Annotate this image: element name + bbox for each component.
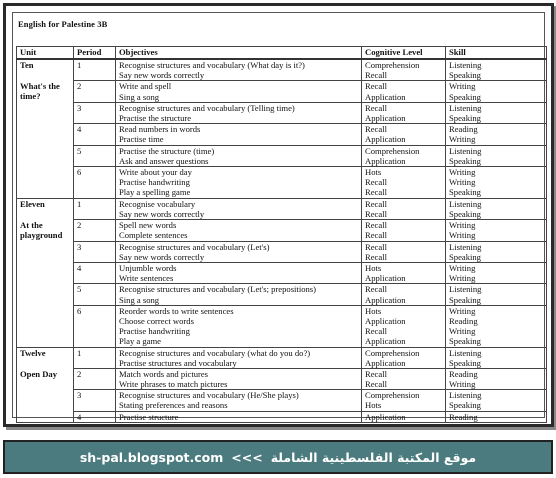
cognitive-level-cell [362,241,446,262]
objective-cell [116,347,362,368]
skill-cell [446,102,547,123]
banner-site-url[interactable]: sh-pal.blogspot.com [79,449,224,465]
table-row [17,411,547,422]
table-row [17,124,547,145]
unit-subtitle-line: time? [20,91,41,102]
skill-line: Speaking [449,294,481,305]
cognitive-level-line: Recall [365,379,387,390]
period-number: 3 [74,241,116,262]
table-body [17,59,547,422]
table-row [17,81,547,102]
table-row [17,347,547,368]
period-number: 6 [74,166,116,198]
skill-line: Reading [449,368,478,379]
skill-cell [446,284,547,305]
header-objectives: Objectives [116,47,362,60]
objective-line: Recognise structures and vocabulary (what do you do?) [119,347,311,358]
skill-line: Writing [449,326,476,337]
skill-cell [446,124,547,145]
cognitive-level-line: Hots [365,400,382,411]
skill-cell [446,390,547,411]
objective-line: Complete sentences [119,230,188,241]
cognitive-level-cell [362,263,446,284]
cognitive-level-cell [362,411,446,422]
header-unit: Unit [17,47,74,60]
period-number: 6 [74,305,116,347]
unit-subtitle-line: playground [20,230,63,241]
cognitive-level-line: Application [365,357,406,368]
objective-cell [116,305,362,347]
objective-line: Stating preferences and reasons [119,400,228,411]
skill-line: Speaking [449,91,481,102]
skill-line: Writing [449,220,476,231]
cognitive-level-line: Comprehension [365,347,420,358]
skill-cell [446,263,547,284]
objective-line: Spell new words [119,220,177,231]
skill-cell [446,166,547,198]
objective-line: Write sentences [119,273,174,284]
cognitive-level-cell [362,81,446,102]
objective-line: Sing a song [119,91,160,102]
cognitive-level-line: Recall [365,326,387,337]
document-title: English for Palestine 3B [18,19,108,29]
table-row [17,102,547,123]
cognitive-level-line: Recall [365,177,387,188]
table-row [17,305,547,347]
cognitive-level-line: Recall [365,251,387,262]
period-number: 4 [74,124,116,145]
objective-cell [116,411,362,422]
objective-line: Reorder words to write sentences [119,305,234,316]
cognitive-level-line: Application [365,411,406,422]
skill-line: Writing [449,273,476,284]
table-header-row [17,47,547,60]
objective-line: Unjumble words [119,263,177,273]
cognitive-level-cell [362,368,446,389]
cognitive-level-line: Recall [365,198,387,209]
objective-line: Practise the structure [119,112,192,123]
cognitive-level-line: Application [365,294,406,305]
objective-line: Write about your day [119,166,192,177]
table-row [17,59,547,81]
cognitive-level-line: Hots [365,166,382,177]
skill-line: Speaking [449,187,481,198]
unit-subtitle-line: At the [20,220,43,231]
skill-line: Writing [449,81,476,92]
unit-cell [17,198,74,347]
cognitive-level-line: Recall [365,230,387,241]
objective-cell [116,284,362,305]
cognitive-level-line: Hots [365,263,382,273]
table-row [17,166,547,198]
table-row [17,284,547,305]
skill-cell [446,220,547,241]
cognitive-level-line: Comprehension [365,145,420,156]
objective-line: Practise the structure (time) [119,145,215,156]
skill-line: Speaking [449,209,481,220]
cognitive-level-line: Application [365,315,406,326]
objective-cell [116,124,362,145]
objective-line: Recognise structures and vocabulary (Let's) [119,241,270,252]
header-cognitive-level: Cognitive Level [362,47,446,60]
period-number: 2 [74,220,116,241]
skill-line: Writing [449,166,476,177]
skill-line: Speaking [449,357,481,368]
cognitive-level-line: Recall [365,284,387,295]
objective-line: Recognise structures and vocabulary (He/She plays) [119,390,299,401]
cognitive-level-line: Recall [365,187,387,198]
cognitive-level-cell [362,124,446,145]
objective-line: Sing a song [119,294,160,305]
objective-line: Recognise structures and vocabulary (Let's; prepositions) [119,284,317,295]
syllabus-table [16,46,547,423]
skill-line: Writing [449,134,476,145]
skill-line: Writing [449,305,476,316]
period-number: 3 [74,390,116,411]
cognitive-level-line: Comprehension [365,60,420,70]
skill-line: Listening [449,102,482,113]
cognitive-level-line: Recall [365,102,387,113]
unit-subtitle-line: Open Day [20,368,58,379]
unit-name: Twelve [20,347,46,358]
cognitive-level-line: Application [365,155,406,166]
objective-line: Recognise structures and vocabulary (What day is it?) [119,60,305,70]
skill-line: Listening [449,390,482,401]
skill-line: Writing [449,263,476,273]
objective-line: Play a game [119,336,161,347]
unit-subtitle-line: What's the [20,81,60,92]
cognitive-level-cell [362,305,446,347]
skill-line: Writing [449,379,476,390]
objective-line: Practise handwriting [119,177,190,188]
cognitive-level-cell [362,145,446,166]
objective-line: Play a spelling game [119,187,191,198]
table-row [17,145,547,166]
banner-arabic-title: موقع المكتبة الفلسطينية الشاملة [270,449,477,465]
skill-line: Writing [449,177,476,188]
objective-line: Say new words correctly [119,70,205,81]
site-banner [3,440,553,474]
period-number: 5 [74,145,116,166]
unit-name: Ten [20,60,34,70]
objective-line: Choose correct words [119,315,194,326]
skill-line: Listening [449,241,482,252]
cognitive-level-line: Hots [365,305,382,316]
period-number: 1 [74,198,116,219]
objective-cell [116,81,362,102]
skill-line: Listening [449,284,482,295]
cognitive-level-cell [362,166,446,198]
period-number: 4 [74,411,116,422]
objective-line: Practise handwriting [119,326,190,337]
cognitive-level-line: Application [365,91,406,102]
objective-line: Practise structures and vocabulary [119,357,237,368]
skill-line: Listening [449,60,482,70]
objective-cell [116,145,362,166]
objective-cell [116,263,362,284]
cognitive-level-cell [362,198,446,219]
skill-line: Speaking [449,155,481,166]
objective-cell [116,166,362,198]
cognitive-level-line: Recall [365,368,387,379]
objective-cell [116,220,362,241]
table-row [17,390,547,411]
skill-cell [446,368,547,389]
cognitive-level-cell [362,59,446,81]
period-number: 4 [74,263,116,284]
objective-cell [116,241,362,262]
skill-line: Speaking [449,112,481,123]
cognitive-level-line: Recall [365,220,387,231]
table-row [17,220,547,241]
cognitive-level-cell [362,220,446,241]
skill-line: Speaking [449,251,481,262]
skill-cell [446,241,547,262]
cognitive-level-line: Comprehension [365,390,420,401]
header-period: Period [74,47,116,60]
skill-line: Reading [449,315,478,326]
objective-line: Say new words correctly [119,251,205,262]
objective-cell [116,368,362,389]
skill-line: Listening [449,145,482,156]
period-number: 5 [74,284,116,305]
skill-cell [446,305,547,347]
period-number: 1 [74,59,116,81]
cognitive-level-cell [362,284,446,305]
cognitive-level-line: Recall [365,209,387,220]
document-frame [3,3,554,427]
skill-line: Reading [449,124,478,135]
cognitive-level-cell [362,102,446,123]
skill-line: Speaking [449,336,481,347]
objective-line: Ask and answer questions [119,155,209,166]
objective-cell [116,59,362,81]
cognitive-level-line: Application [365,273,406,284]
objective-line: Say new words correctly [119,209,205,220]
objective-line: Match words and pictures [119,368,209,379]
cognitive-level-line: Application [365,112,406,123]
period-number: 1 [74,347,116,368]
objective-line: Recognise structures and vocabulary (Telling time) [119,102,295,113]
objective-cell [116,390,362,411]
objective-line: Recognise vocabulary [119,198,196,209]
objective-line: Write phrases to match pictures [119,379,228,390]
objective-line: Read numbers in words [119,124,201,135]
table-row [17,368,547,389]
cognitive-level-line: Application [365,336,406,347]
banner-arrows: <<< [231,449,263,465]
table-row [17,241,547,262]
objective-cell [116,102,362,123]
skill-cell [446,411,547,422]
cognitive-level-line: Application [365,134,406,145]
skill-line: Listening [449,347,482,358]
cognitive-level-cell [362,347,446,368]
cognitive-level-line: Recall [365,124,387,135]
skill-line: Listening [449,198,482,209]
skill-cell [446,81,547,102]
objective-line: Write and spell [119,81,172,92]
objective-line: Practise time [119,134,164,145]
unit-cell [17,347,74,422]
cognitive-level-cell [362,390,446,411]
cognitive-level-line: Recall [365,81,387,92]
unit-cell [17,59,74,198]
skill-cell [446,347,547,368]
period-number: 2 [74,81,116,102]
skill-line: Speaking [449,70,481,81]
table-row [17,198,547,219]
header-skill: Skill [446,47,547,60]
skill-line: Speaking [449,400,481,411]
objective-cell [116,198,362,219]
cognitive-level-line: Recall [365,70,387,81]
objective-line: Practise structure [119,411,179,422]
skill-line: Reading [449,411,478,422]
table-row [17,263,547,284]
skill-line: Writing [449,230,476,241]
cognitive-level-line: Recall [365,241,387,252]
skill-cell [446,198,547,219]
skill-cell [446,145,547,166]
period-number: 3 [74,102,116,123]
skill-cell [446,59,547,81]
unit-name: Eleven [20,198,45,209]
period-number: 2 [74,368,116,389]
